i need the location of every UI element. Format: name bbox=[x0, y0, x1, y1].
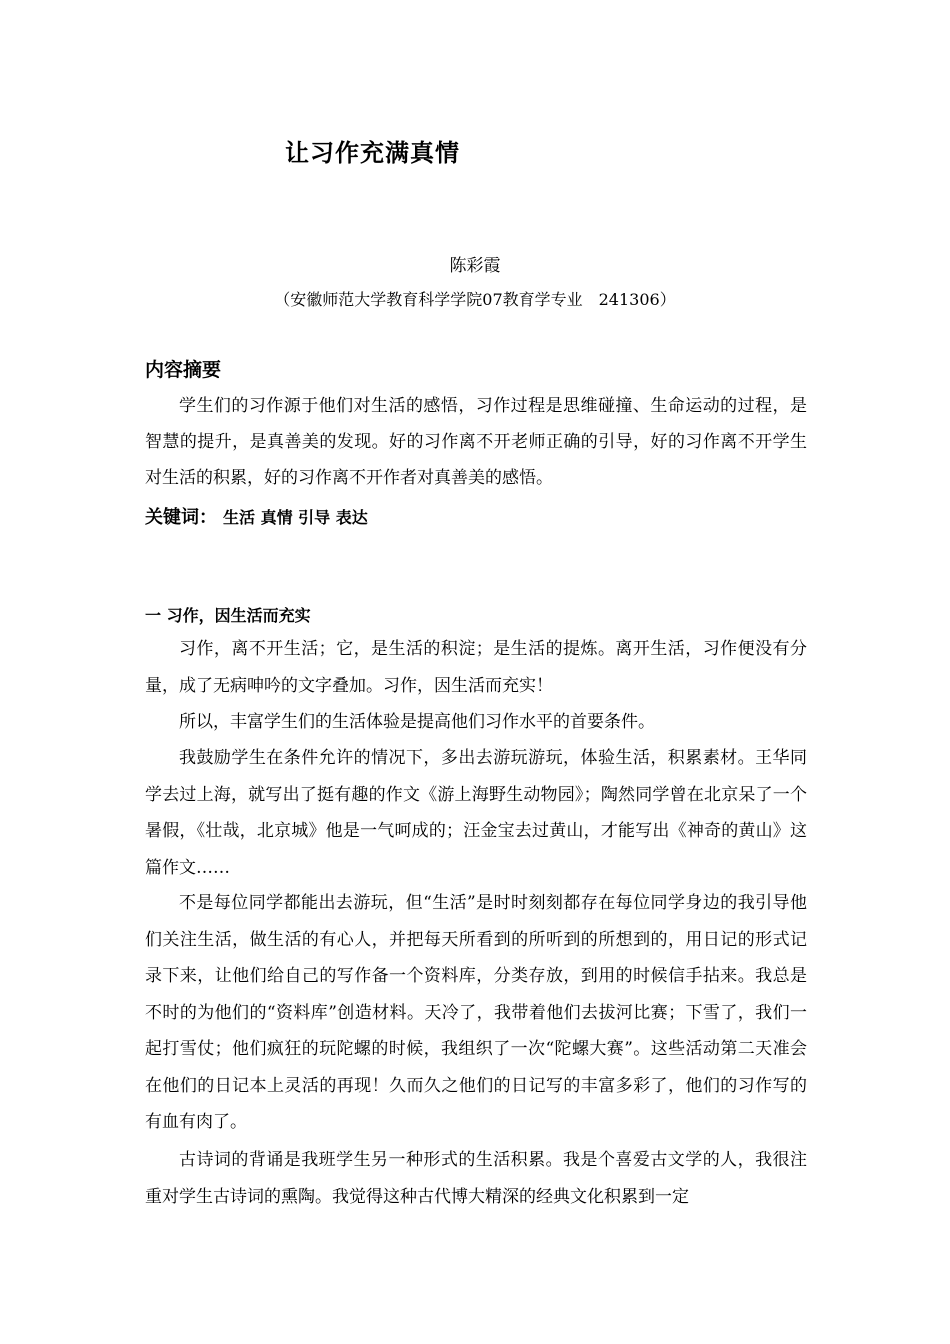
keywords-line bbox=[145, 503, 368, 529]
author-affiliation: （安徽师范大学教育科学学院07教育学专业 241306） bbox=[274, 290, 676, 309]
section-heading: 一 习作，因生活而充实 bbox=[145, 606, 311, 625]
body-paragraph: 习作，离不开生活；它，是生活的积淀；是生活的提炼。离开生活，习作便没有分量，成了无病呻吟的文字叠加。习作，因生活而充实！ bbox=[145, 639, 807, 696]
keywords-label: 关键词： bbox=[145, 507, 217, 528]
document-title: 让习作充满真情 bbox=[285, 139, 460, 167]
keywords-list: 生活 真情 引导 表达 bbox=[223, 508, 368, 527]
body-paragraph: 我鼓励学生在条件允许的情况下，多出去游玩游玩，体验生活，积累素材。王华同学去过上海，就写出了挺有趣的作文《游上海野生动物园》；陶然同学曾在北京呆了一个暑假，《壮哉，北京城》他是一气呵成的；汪金宝去过黄山，才能写出《神奇的黄山》这篇作文…… bbox=[145, 748, 807, 878]
abstract-paragraph: 学生们的习作源于他们对生活的感悟，习作过程是思维碰撞、生命运动的过程，是智慧的提升，是真善美的发现。好的习作离不开老师正确的引导，好的习作离不开学生对生活的积累，好的习作离不开作者对真善美的感悟。 bbox=[145, 396, 807, 488]
abstract-heading: 内容摘要 bbox=[145, 359, 222, 381]
body-paragraph: 所以，丰富学生们的生活体验是提高他们习作水平的首要条件。 bbox=[179, 712, 655, 732]
body-paragraph: 不是每位同学都能出去游玩，但“生活”是时时刻刻都存在每位同学身边的我引导他们关注生活，做生活的有心人，并把每天所看到的所听到的所想到的，用日记的形式记录下来，让他们给自己的写作备一个资料库，分类存放，到用的时候信手拈来。我总是不时的为他们的“资料库”创造材料。天冷了，我带着他们去拔河比赛；下雪了，我们一起打雪仗；他们疯狂的玩陀螺的时候，我组织了一次“陀螺大赛”。这些活动第二天准会在他们的日记本上灵活的再现！久而久之他们的日记写的丰富多彩了，他们的习作写的有血有肉了。 bbox=[145, 893, 807, 1132]
body-paragraph: 古诗词的背诵是我班学生另一种形式的生活积累。我是个喜爱古文学的人，我很注重对学生古诗词的熏陶。我觉得这种古代博大精深的经典文化积累到一定 bbox=[145, 1150, 807, 1207]
author-name: 陈彩霞 bbox=[449, 256, 501, 276]
